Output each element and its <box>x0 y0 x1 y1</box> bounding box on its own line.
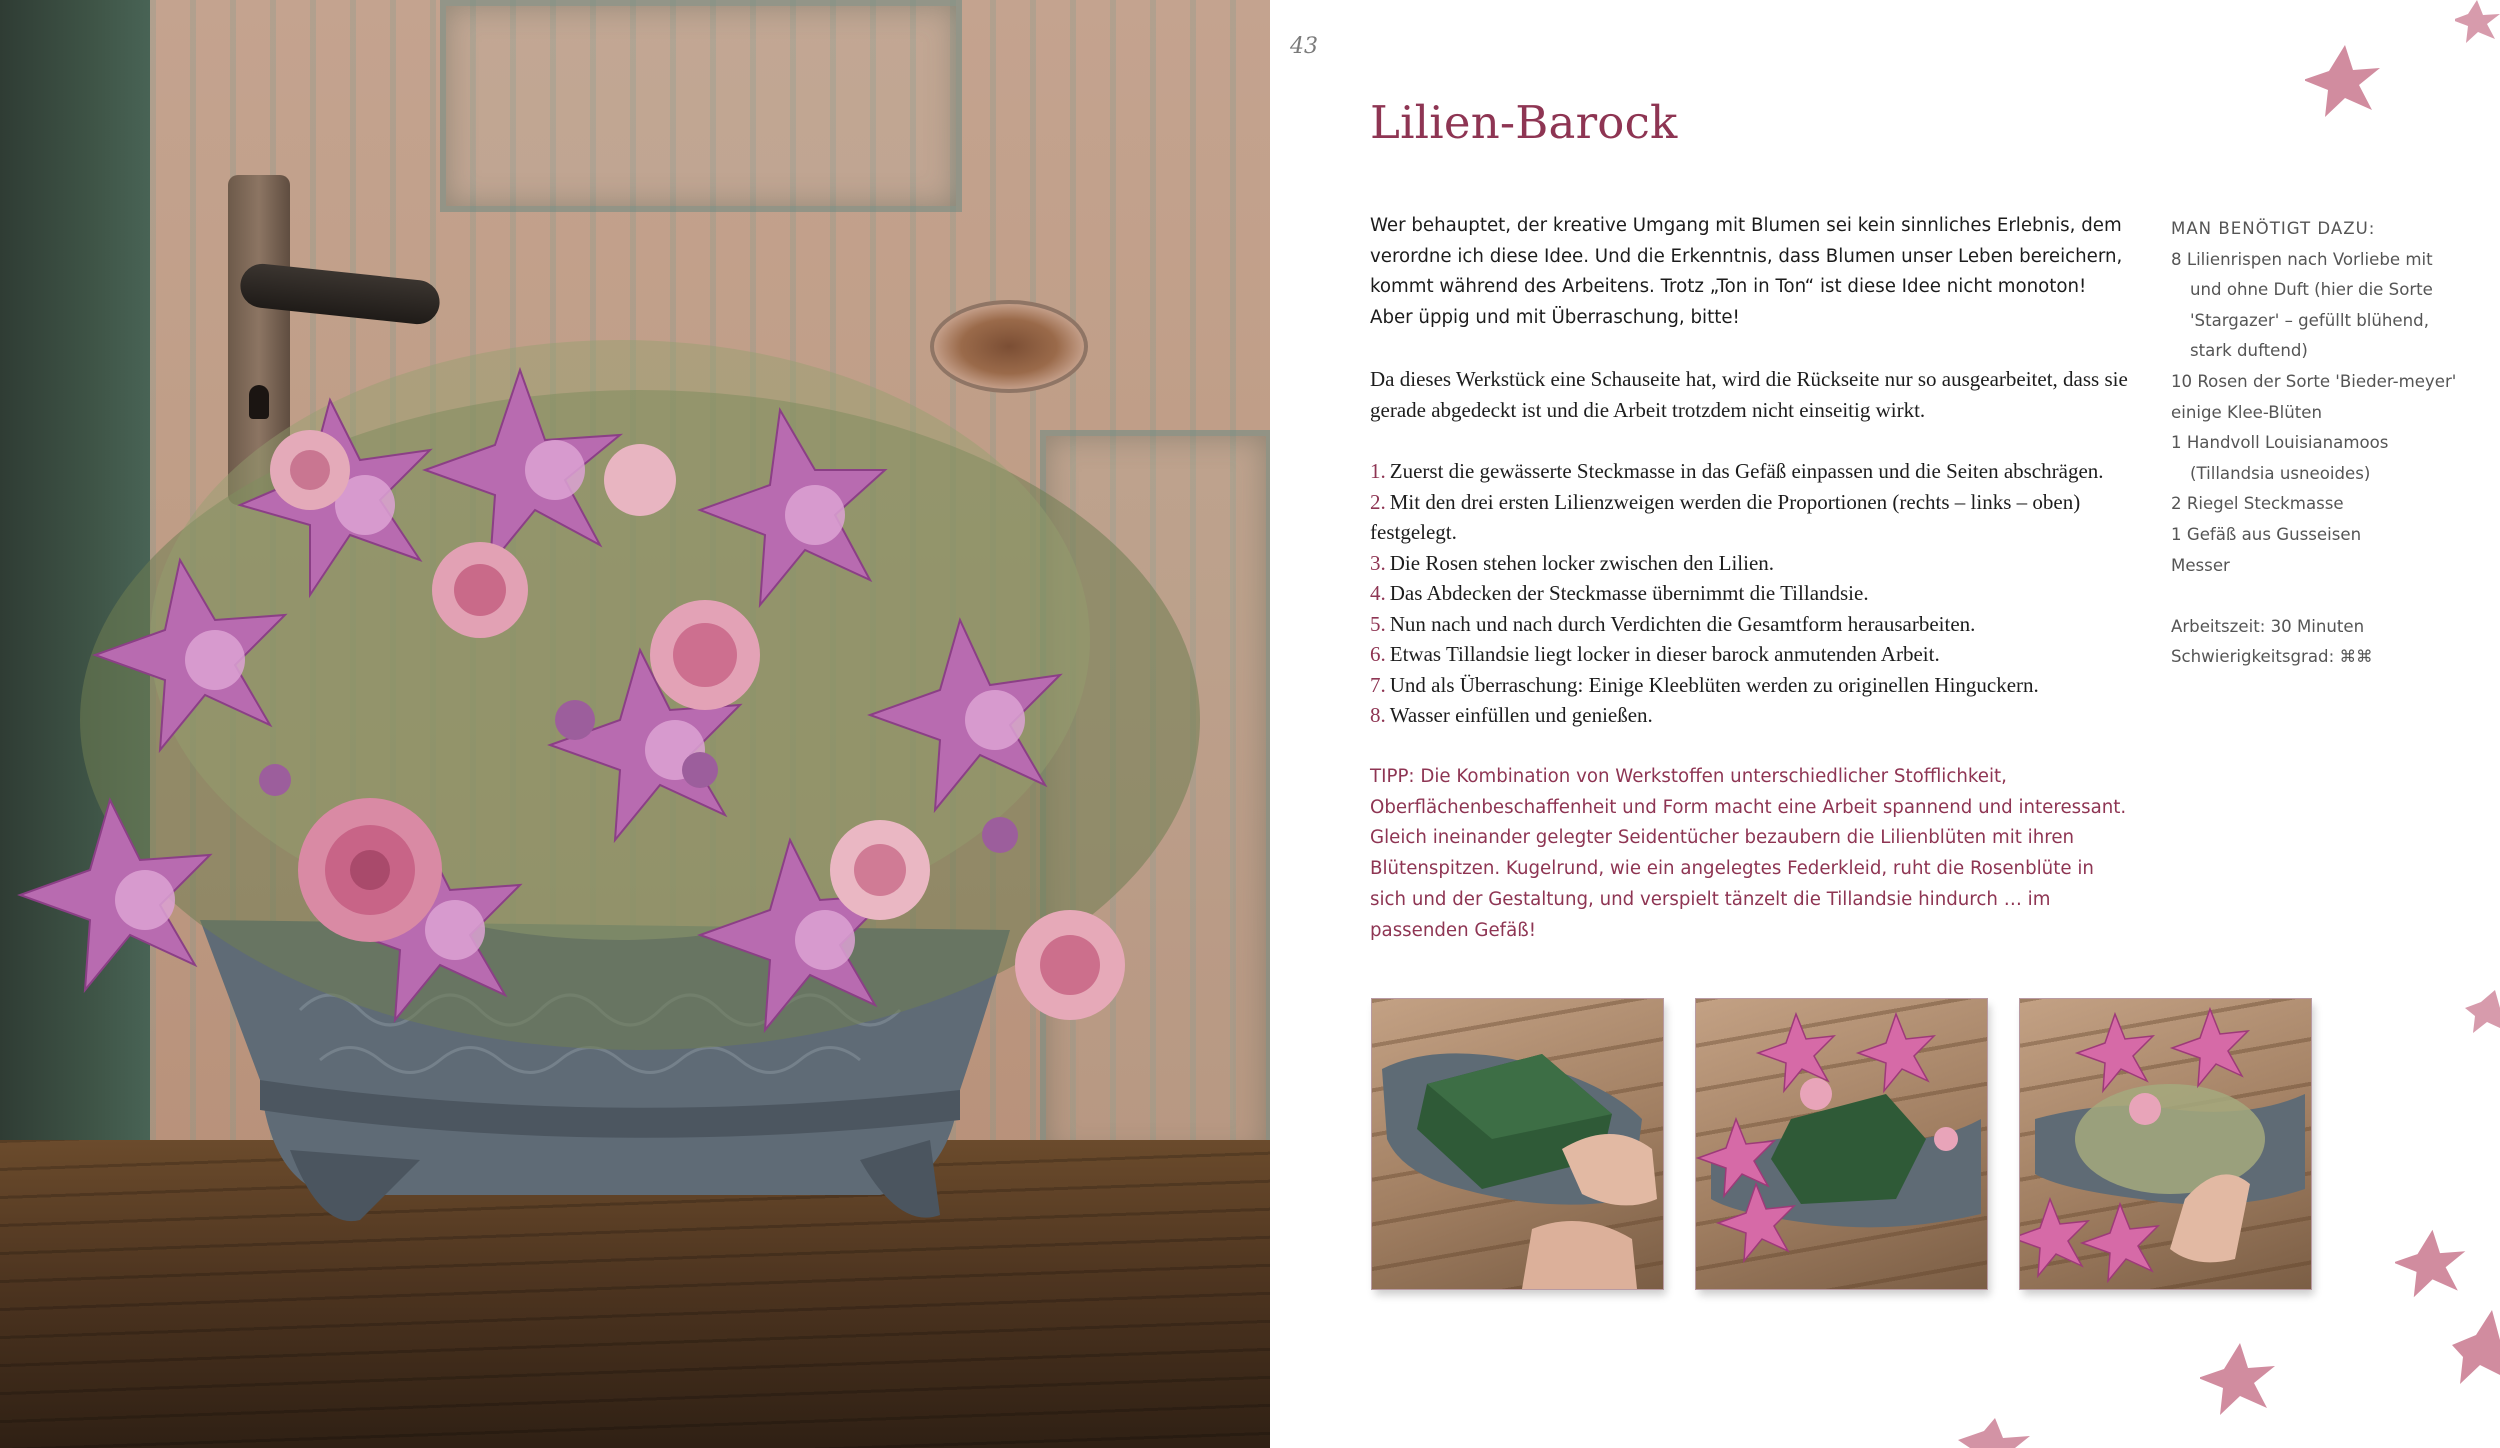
step-text: Zuerst die gewässerte Steckmasse in das Gefäß einpassen und die Seiten abschrägen. <box>1389 459 2104 483</box>
lily-stamp-icon <box>2452 1305 2500 1390</box>
step-item <box>1370 456 2130 487</box>
step-item <box>1370 487 2130 548</box>
sidebar-spacer <box>2171 581 2461 612</box>
step-item <box>1370 639 2130 670</box>
step-number: 4. <box>1370 581 1386 605</box>
step-number: 2. <box>1370 489 1386 514</box>
step-text: Mit den drei ersten Lilienzweigen werden die Proportionen (rechts – links – oben) festgelegt. <box>1370 489 2081 544</box>
step-number: 3. <box>1370 550 1386 575</box>
step-item <box>1370 548 2130 579</box>
instruction-steps <box>1370 456 2130 731</box>
lily-stamp-icon <box>2395 1225 2470 1300</box>
material-item: Messer <box>2171 555 2230 575</box>
step-item <box>1370 578 2130 609</box>
step-number: 5. <box>1370 611 1386 636</box>
step-photo-1-illustration <box>1372 999 1663 1289</box>
step-text: Und als Überraschung: Einige Kleeblüten werden zu originellen Hinguckern. <box>1389 672 2039 697</box>
step-text: Wasser einfüllen und genießen. <box>1389 703 1653 727</box>
tip-paragraph: TIPP: Die Kombination von Werkstoffen unterschiedlicher Stofflichkeit, Oberflächenbeschaffenheit und Form macht eine Arbeit spannend und interessant. Gleich ineinander gelegter Seidentücher bezaubern die Lilienblüten mit ihren Blütenspitzen. Kugelrund, wie ein angelegtes Federkleid, ruht die Rosenblüte in sich und der Gestaltung, und verspielt tänzelt die Tillandsie hindurch … im passenden Gefäß! <box>1370 766 2127 941</box>
step-photo-3-tillandsia <box>2020 999 2311 1289</box>
body-paragraph: Da dieses Werkstück eine Schauseite hat, wird die Rückseite nur so ausgearbeitet, dass sie gerade abgedeckt ist und die Arbeit trotzdem nicht einseitig wirkt. <box>1370 367 2128 422</box>
lily-stamp-icon <box>2305 40 2385 120</box>
step-item <box>1370 700 2130 731</box>
lily-stamp-icon <box>2465 985 2500 1045</box>
step-number: 6. <box>1370 642 1386 666</box>
material-item: einige Klee-Blüten <box>2171 402 2323 422</box>
material-item: 8 Lilienrispen nach Vorliebe mit und ohne Duft (hier die Sorte 'Stargazer' – gefüllt blühend, stark duftend) <box>2171 249 2433 361</box>
step-item <box>1370 670 2130 701</box>
lily-stamp-icon <box>1955 1415 2035 1448</box>
step-text: Das Abdecken der Steckmasse übernimmt die Tillandsie. <box>1389 581 1869 605</box>
page-number: 43 <box>1290 34 1318 59</box>
step-item <box>1370 609 2130 640</box>
step-photo-2-lilies <box>1696 999 1987 1289</box>
step-text: Etwas Tillandsie liegt locker in dieser barock anmutenden Arbeit. <box>1389 642 1940 666</box>
step-number: 7. <box>1370 672 1386 697</box>
step-photo-2-illustration <box>1696 999 1987 1289</box>
materials-list <box>2171 245 2461 582</box>
step-text: Die Rosen stehen locker zwischen den Lilien. <box>1389 550 1775 575</box>
materials-heading: MAN BENÖTIGT DAZU: <box>2171 219 2376 238</box>
difficulty-rating-icon: ⌘⌘ <box>2339 647 2373 667</box>
step-number: 1. <box>1370 459 1386 483</box>
step-text: Nun nach und nach durch Verdichten die Gesamtform herausarbeiten. <box>1389 611 1976 636</box>
work-time: Arbeitszeit: 30 Minuten <box>2171 616 2365 636</box>
material-item: 1 Gefäß aus Gusseisen <box>2171 524 2362 544</box>
intro-paragraph: Wer behauptet, der kreative Umgang mit Blumen sei kein sinnliches Erlebnis, dem verordne ich diese Idee. Und die Erkenntnis, dass Blumen unser Leben bereichern, kommt während des Arbeitens. Trotz „Ton in Ton“ ist diese Idee nicht monoton! Aber üppig und mit Überraschung, bitte! <box>1370 215 2123 329</box>
step-number: 8. <box>1370 703 1386 727</box>
difficulty <box>2171 642 2461 673</box>
page-title: Lilien-Barock <box>1370 96 1678 149</box>
step-photo-1-foam <box>1372 999 1663 1289</box>
difficulty-label: Schwierigkeitsgrad: <box>2171 647 2335 667</box>
lily-stamp-icon <box>2455 0 2500 50</box>
material-item: 1 Handvoll Louisianamoos (Tillandsia usneoides) <box>2171 433 2389 483</box>
step-photo-3-illustration <box>2020 999 2311 1289</box>
materials-sidebar <box>2171 214 2461 673</box>
material-item: 2 Riegel Steckmasse <box>2171 494 2344 514</box>
material-item: 10 Rosen der Sorte 'Bieder-meyer' <box>2171 371 2457 391</box>
lily-stamp-icon <box>2200 1338 2280 1418</box>
